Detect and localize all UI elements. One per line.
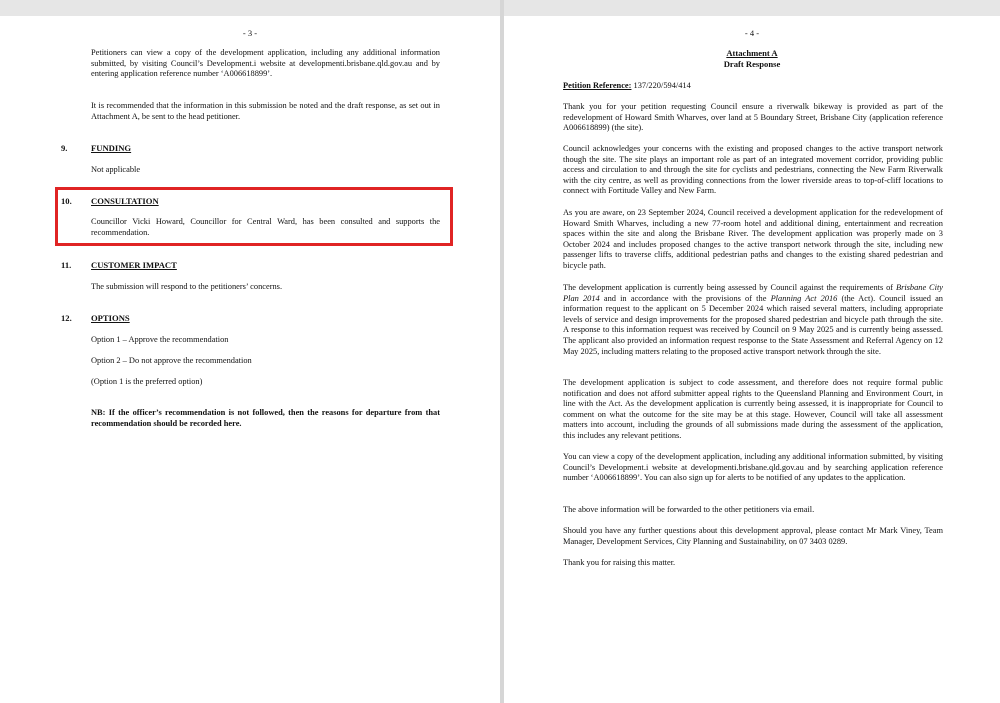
section-number: 12. xyxy=(61,313,72,323)
attachment-subtitle: Draft Response xyxy=(723,59,781,69)
para4-text: and in accordance with the provisions of the xyxy=(599,293,771,303)
response-paragraph: Thank you for raising this matter. xyxy=(563,558,676,567)
section-heading-options: OPTIONS xyxy=(91,313,130,323)
para4-text: (the Act). Council issued an information request to the applicant on 5 December 2024 which raised several matters, including appropriate levels of service and design improvements for the proposed shared pedestrian and bicycle path through the site. A response to this information request was received by Council on 9 May 2025 and is currently being assessed. The applicant also provided an information request response to the State Assessment and Referral Agency on 12 May 2025, including matters relating to the proposed active transport network through the site. xyxy=(563,293,943,356)
response-paragraph: As you are aware, on 23 September 2024, Council received a development application for the redevelopment of Howard Smith Wharves, including a new 77-room hotel and additional dining, entertainment and recreation spaces within the site and along the Brisbane River. The development application was properly made on 3 October 2024 and includes proposed changes to the active transport network through the site, including new passenger lifts to traverse cliffs, additional pedestrian paths and changes to the existing shared pedestrian and bicycle path. xyxy=(563,208,943,270)
city-plan-title: Brisbane City Plan 2014 xyxy=(563,283,944,303)
document-page-3 xyxy=(0,16,500,703)
section-number: 10. xyxy=(61,196,72,206)
customer-impact-text: The submission will respond to the petitioners’ concerns. xyxy=(91,282,283,291)
section-heading-funding: FUNDING xyxy=(91,143,132,153)
petition-reference-label: Petition Reference: xyxy=(563,81,632,90)
option-item: (Option 1 is the preferred option) xyxy=(91,377,203,386)
option-item: Option 1 – Approve the recommendation xyxy=(91,335,229,344)
response-paragraph: The above information will be forwarded to the other petitioners via email. xyxy=(563,505,815,514)
option-item: Option 2 – Do not approve the recommendation xyxy=(91,356,252,365)
response-paragraph xyxy=(563,283,943,357)
nb-note: NB: If the officer’s recommendation is not followed, then the reasons for departure from that recommendation should be recorded here. xyxy=(91,408,440,428)
petition-reference xyxy=(563,81,943,92)
response-paragraph: You can view a copy of the development application, including any additional information submitted, by visiting Council’s Development.i website at developmenti.brisbane.qld.gov.au and by searching application reference number ‘A006618899’. You can also sign up for alerts to be notified of any updates to the application. xyxy=(563,452,943,483)
consultation-text: Councillor Vicki Howard, Councillor for Central Ward, has been consulted and supports the recommendation. xyxy=(91,217,440,237)
attachment-title: Attachment A xyxy=(726,48,778,58)
response-paragraph: Council acknowledges your concerns with the existing and proposed changes to the active transport network though the site. The site plays an important role as part of an integrated movement corridor, providing public access and circulation to and through the site for cyclists and pedestrians, connecting the New Farm Riverwalk with the city centre, as well as providing connections from the lower riverside areas to top-of-cliff locations to connect with Fortitude Valley and New Farm. xyxy=(563,144,943,196)
section-heading-consultation: CONSULTATION xyxy=(91,196,159,206)
response-paragraph: The development application is subject to code assessment, and therefore does not require formal public notification and does not afford submitter appeal rights to the Queensland Planning and Environment Court, in line with the Act. As the development application is currently being assessed, it is inappropriate for Council to comment on what the outcome for the site may be at this stage. However, Council will take all assessment matters into account, including the grounds of all submissions made during the assessment of the application, this includes any relevant petitions. xyxy=(563,378,943,440)
para4-text: The development application is currently being assessed by Council against the requirements of xyxy=(563,283,896,292)
document-page-4 xyxy=(504,16,1000,703)
response-paragraph: Thank you for your petition requesting Council ensure a riverwalk bikeway is provided as part of the redevelopment of Howard Smith Wharves, over land at 5 Boundary Street, Brisbane City (application reference A006618899) (the site). xyxy=(563,102,943,133)
page-number: - 4 - xyxy=(744,28,760,38)
planning-act-title: Planning Act 2016 xyxy=(770,293,838,303)
funding-text: Not applicable xyxy=(91,165,141,174)
section-number: 9. xyxy=(61,143,68,153)
intro-paragraph: Petitioners can view a copy of the development application, including any additional information submitted, by visiting Council’s Development.i website at developmenti.brisbane.qld.gov.au and by entering application reference number ‘A006618899’. xyxy=(91,48,440,79)
section-heading-customer-impact: CUSTOMER IMPACT xyxy=(91,260,177,270)
petition-reference-value: 137/220/594/414 xyxy=(631,81,691,90)
response-paragraph: Should you have any further questions about this development approval, please contact Mr Mark Viney, Team Manager, Development Services, City Planning and Sustainability, on 07 3403 0289. xyxy=(563,526,943,546)
page-number: - 3 - xyxy=(242,28,258,38)
section-number: 11. xyxy=(61,260,72,270)
recommendation-paragraph: It is recommended that the information in this submission be noted and the draft response, as set out in Attachment A, be sent to the head petitioner. xyxy=(91,101,440,121)
